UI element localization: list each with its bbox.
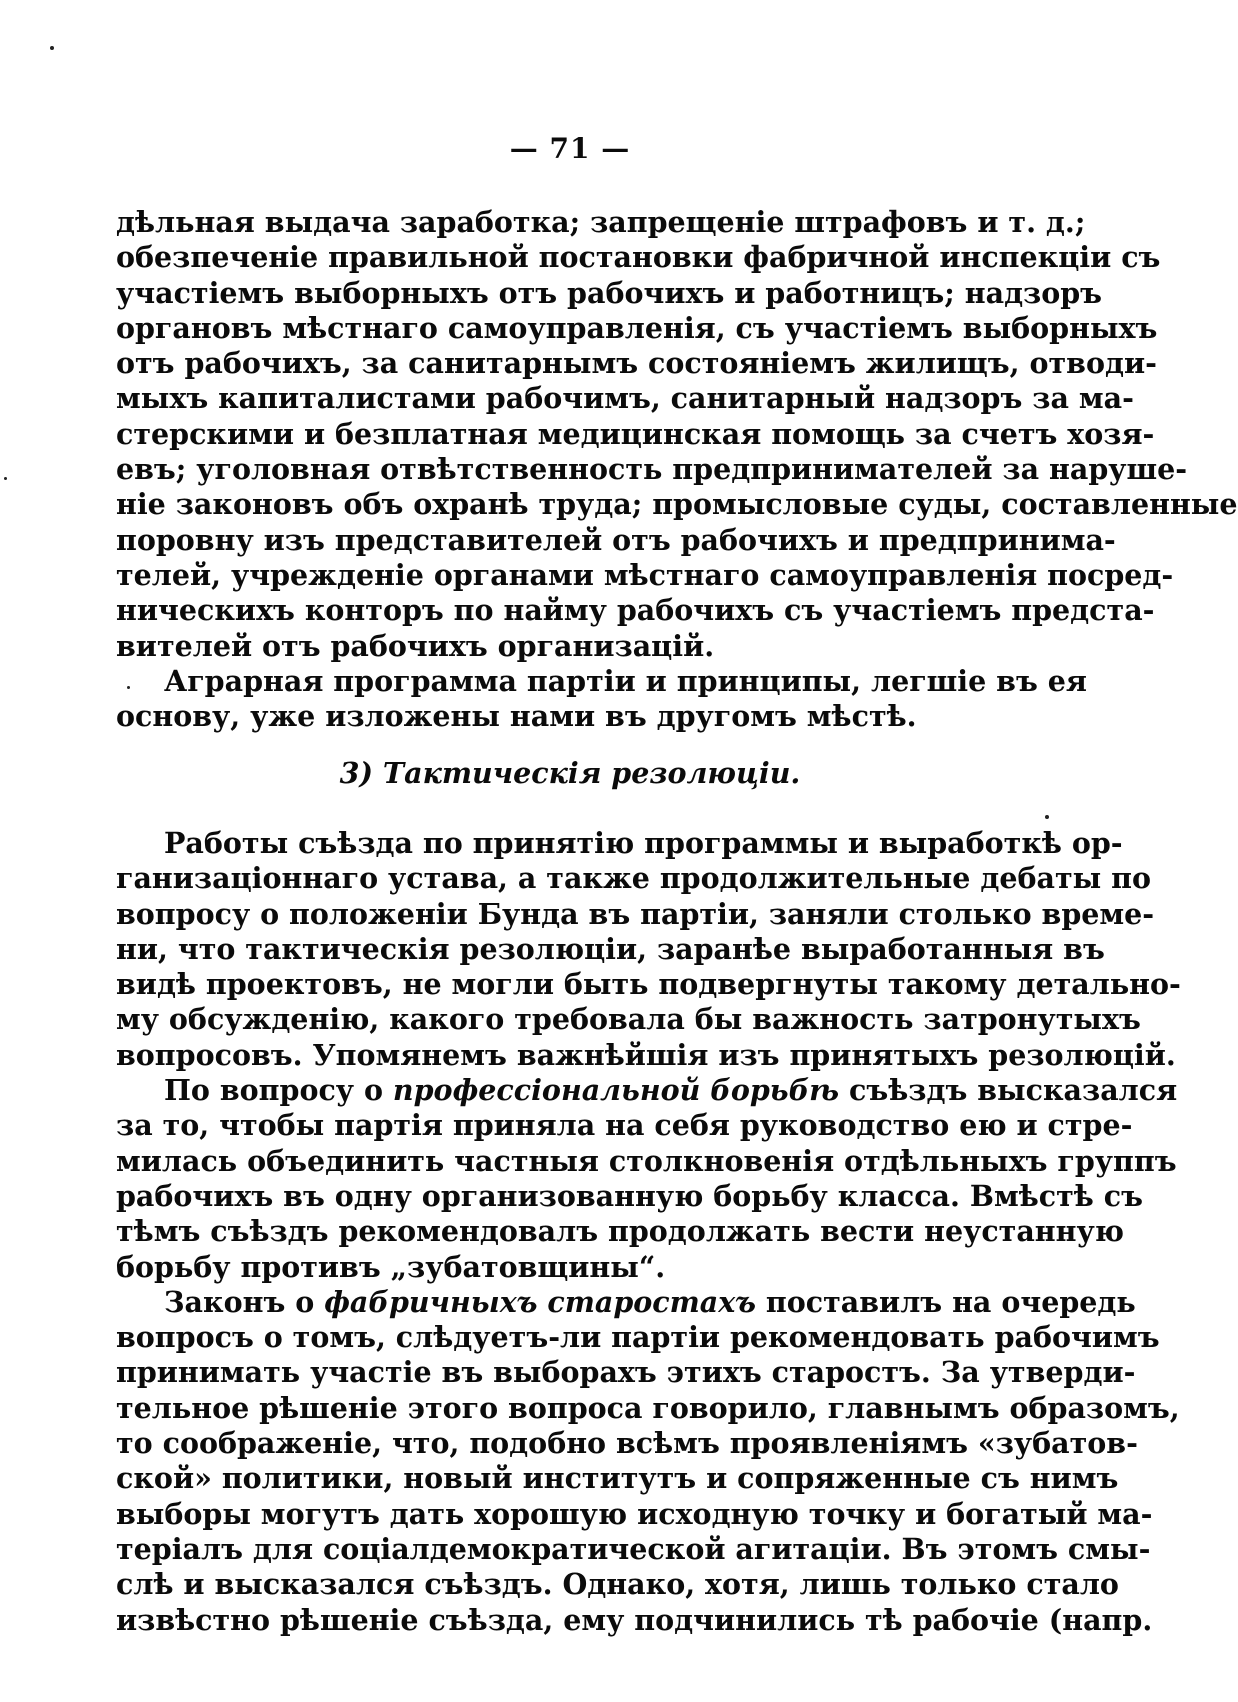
page-number: — 71 — xyxy=(509,132,631,165)
text-line: то соображеніе, что, подобно всѣмъ проявленіямъ «зубатов- xyxy=(116,1426,1138,1461)
text-line: телей, учрежденіе органами мѣстнаго самоуправленія посред- xyxy=(116,557,1174,592)
emphasis-term: фабричныхъ старостахъ xyxy=(324,1284,756,1319)
scan-speck xyxy=(127,686,130,689)
text-line: Аграрная программа партіи и принципы, легшіе въ ея xyxy=(164,663,1087,698)
text-line: извѣстно рѣшеніе съѣзда, ему подчинились тѣ рабочіе (напр. xyxy=(116,1602,1153,1637)
text-line: рабочихъ въ одну организованную борьбу класса. Вмѣстѣ съ xyxy=(116,1178,1143,1213)
section-heading: 3) Тактическія резолюціи. xyxy=(339,756,801,790)
scan-speck xyxy=(4,477,7,480)
text-line: ническихъ конторъ по найму рабочихъ съ участіемъ предста- xyxy=(116,593,1155,628)
text-line: вопросъ о томъ, слѣдуетъ-ли партіи рекомендовать рабочимъ xyxy=(116,1320,1160,1355)
text-line xyxy=(116,1073,1178,1108)
text-line: вопросу о положеніи Бунда въ партіи, заняли столько време- xyxy=(116,896,1155,931)
scan-speck xyxy=(50,46,54,50)
text-line: тѣмъ съѣздъ рекомендовалъ продолжать вести неустанную xyxy=(116,1214,1124,1249)
text-fragment: съѣздъ высказался xyxy=(839,1073,1178,1108)
text-line: за то, чтобы партія приняла на себя руководство ею и стре- xyxy=(116,1108,1133,1143)
text-line: стерскими и безплатная медицинская помощь за счетъ хозя- xyxy=(116,416,1155,451)
text-line: теріалъ для соціалдемократической агитаціи. Въ этомъ смы- xyxy=(116,1531,1151,1566)
text-line: Работы съѣзда по принятію программы и выработкѣ ор- xyxy=(164,826,1123,860)
scan-speck xyxy=(1045,815,1049,819)
text-line: ганизаціоннаго устава, а также продолжительные дебаты по xyxy=(116,861,1151,896)
text-fragment: По вопросу о xyxy=(164,1073,393,1108)
text-line: ніе законовъ объ охранѣ труда; промысловые суды, составленные xyxy=(116,487,1238,522)
text-line: ни, что тактическія резолюціи, заранѣе выработанныя въ xyxy=(116,931,1105,966)
text-line: мыхъ капиталистами рабочимъ, санитарный надзоръ за ма- xyxy=(116,381,1134,416)
paragraph-block-tactics xyxy=(116,826,1181,1638)
text-line xyxy=(116,1284,1136,1320)
text-line: принимать участіе въ выборахъ этихъ старостъ. За утверди- xyxy=(116,1355,1136,1390)
text-line: слѣ и высказался съѣздъ. Однако, хотя, лишь только стало xyxy=(116,1567,1119,1602)
text-line: борьбу противъ „зубатовщины“. xyxy=(116,1249,666,1284)
emphasis-term: профессіональной борьбѣ xyxy=(392,1073,840,1108)
text-line: видѣ проектовъ, не могли быть подвергнуты такому детально- xyxy=(116,967,1181,1002)
text-line: обезпеченіе правильной постановки фабричной инспекціи съ xyxy=(116,240,1161,275)
paragraph-block-program xyxy=(116,205,1238,734)
text-fragment: поставилъ на очередь xyxy=(755,1284,1136,1319)
text-line: вопросовъ. Упомянемъ важнѣйшія изъ принятыхъ резолюцій. xyxy=(116,1037,1176,1072)
text-line: органовъ мѣстнаго самоуправленія, съ участіемъ выборныхъ xyxy=(116,310,1158,345)
text-line: ской» политики, новый институтъ и сопряженные съ нимъ xyxy=(116,1461,1119,1496)
text-line: милась объединить частныя столкновенія отдѣльныхъ группъ xyxy=(116,1143,1177,1178)
text-line: выборы могутъ дать хорошую исходную точку и богатый ма- xyxy=(116,1496,1153,1531)
text-line: му обсужденію, какого требовала бы важность затронутыхъ xyxy=(116,1002,1141,1037)
text-line: участіемъ выборныхъ отъ рабочихъ и работницъ; надзоръ xyxy=(116,275,1103,310)
text-line: поровну изъ представителей отъ рабочихъ и предпринима- xyxy=(116,522,1116,557)
text-line: евъ; уголовная отвѣтственность предпринимателей за наруше- xyxy=(116,452,1188,487)
text-line: дѣльная выдача заработка; запрещеніе штрафовъ и т. д.; xyxy=(116,205,1086,239)
text-line: отъ рабочихъ, за санитарнымъ состояніемъ жилищъ, отводи- xyxy=(116,346,1157,381)
text-line: тельное рѣшеніе этого вопроса говорило, главнымъ образомъ, xyxy=(116,1390,1180,1425)
text-line: основу, уже изложены нами въ другомъ мѣстѣ. xyxy=(116,699,917,734)
text-fragment: Законъ о xyxy=(164,1284,325,1319)
text-line: вителей отъ рабочихъ организацій. xyxy=(116,628,715,663)
